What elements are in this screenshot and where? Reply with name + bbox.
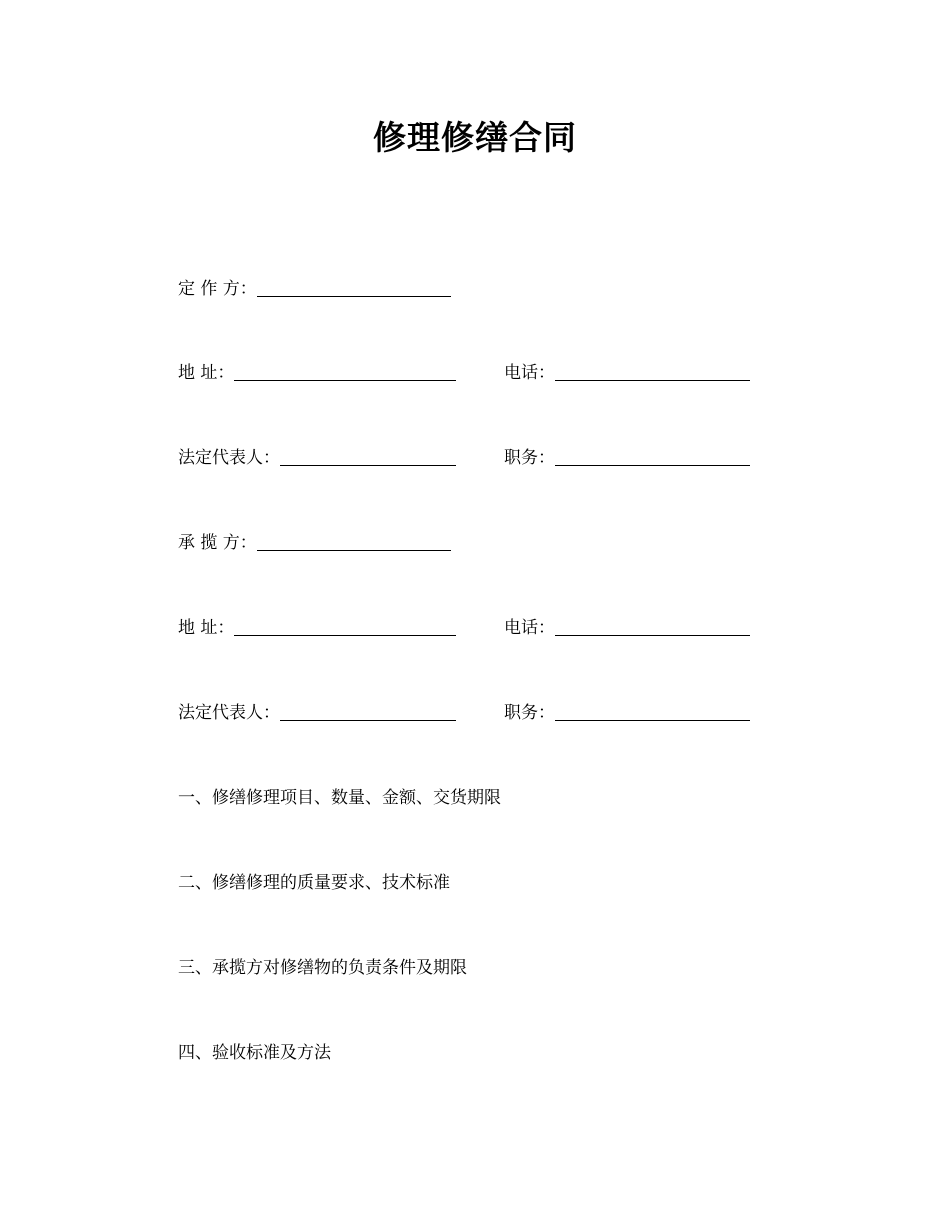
section-heading-3: 三、承揽方对修缮物的负责条件及期限 xyxy=(178,958,467,978)
party-b-address-label: 地 址： xyxy=(178,618,235,638)
section-heading-2: 二、修缮修理的质量要求、技术标准 xyxy=(178,873,450,893)
party-b-legal-rep-blank[interactable] xyxy=(280,701,456,721)
party-b-address-row xyxy=(178,616,778,640)
party-a-legal-rep-blank[interactable] xyxy=(280,446,456,466)
party-a-legal-rep-label: 法定代表人： xyxy=(178,448,280,468)
party-a-address-blank[interactable] xyxy=(234,361,456,381)
party-a-position-label: 职务： xyxy=(504,448,555,468)
party-b-phone-blank[interactable] xyxy=(555,616,750,636)
party-a-phone-label: 电话： xyxy=(504,363,555,383)
party-b-position-blank[interactable] xyxy=(555,701,750,721)
party-b-name-blank[interactable] xyxy=(257,531,451,551)
party-a-position-blank[interactable] xyxy=(555,446,750,466)
party-b-legal-rep-label: 法定代表人： xyxy=(178,703,280,723)
party-b-legal-rep-row xyxy=(178,701,778,725)
party-b-phone-label: 电话： xyxy=(504,618,555,638)
party-a-phone-blank[interactable] xyxy=(555,361,750,381)
party-b-position-label: 职务： xyxy=(504,703,555,723)
party-a-name-blank[interactable] xyxy=(257,277,451,297)
page-title: 修理修缮合同 xyxy=(373,118,577,157)
party-b-address-blank[interactable] xyxy=(234,616,456,636)
party-a-legal-rep-row xyxy=(178,446,778,470)
section-heading-4: 四、验收标准及方法 xyxy=(178,1043,331,1063)
party-a-name-label: 定 作 方： xyxy=(178,279,257,299)
party-b-name-label: 承 揽 方： xyxy=(178,533,257,553)
section-heading-1: 一、修缮修理项目、数量、金额、交货期限 xyxy=(178,788,501,808)
party-a-address-row xyxy=(178,361,778,385)
party-a-address-label: 地 址： xyxy=(178,363,235,383)
